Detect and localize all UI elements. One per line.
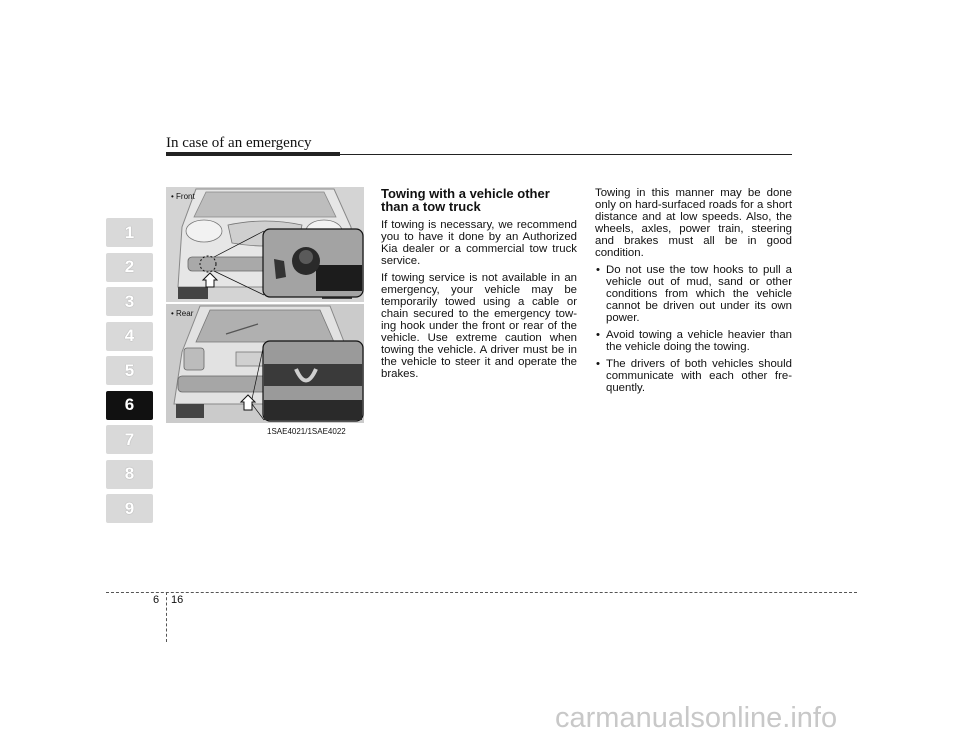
paragraph-1: If towing is necessary, we recommend you to have it done by an Authorized Kia dealer or a commercial tow truck service. <box>381 219 577 267</box>
chapter-tab-6[interactable]: 6 <box>106 391 153 420</box>
rear-car-illustration <box>166 304 364 423</box>
bullet-item: • Avoid towing a vehicle heavier than the vehicle doing the towing. <box>595 329 792 353</box>
chapter-tab-2[interactable]: 2 <box>106 253 153 282</box>
chapter-tab-7[interactable]: 7 <box>106 425 153 454</box>
chapter-tab-3[interactable]: 3 <box>106 287 153 316</box>
chapter-tab-5[interactable]: 5 <box>106 356 153 385</box>
watermark: carmanualsonline.info <box>555 702 838 734</box>
section-title: Towing with a vehicle other than a tow truck <box>381 186 550 214</box>
footer-rule <box>106 592 857 593</box>
front-view-panel <box>166 187 364 302</box>
rear-label: • Rear <box>171 309 194 318</box>
paragraph-3: Towing in this manner may be done only on hard-surfaced roads for a short distance and at low speeds. Also, the wheels, axles, power train, steering and brakes must all be in good condition. <box>595 187 792 259</box>
bullet-item: • Do not use the tow hooks to pull a vehicle out of mud, sand or other conditions from which the vehicle cannot be driven out under its own power. <box>595 264 792 324</box>
chapter-tab-4[interactable]: 4 <box>106 322 153 351</box>
chapter-tab-9[interactable]: 9 <box>106 494 153 523</box>
paragraph-2: If towing service is not available in an emergency, your vehicle may be temporarily towed using a cable or chain secured to the emergency towing hook under the front or rear of the vehicle. Use extreme caution when towing the vehicle. A driver must be in the vehicle to steer it and operate the brakes. <box>381 272 577 380</box>
chapter-tab-8[interactable]: 8 <box>106 460 153 489</box>
front-label: • Front <box>171 192 195 201</box>
page-chapter: 6 <box>153 594 160 606</box>
page-header-title: In case of an emergency <box>166 135 312 151</box>
figure-code: 1SAE4021/1SAE4022 <box>267 427 346 436</box>
text-column-middle <box>381 187 577 385</box>
chapter-tabs <box>106 218 153 529</box>
header-rule-thick <box>166 152 340 156</box>
page-number: 16 <box>171 594 184 606</box>
front-car-illustration <box>166 187 364 302</box>
rear-view-panel <box>166 304 364 423</box>
header-rule-thin <box>340 154 792 155</box>
tow-hook-figure <box>166 187 364 423</box>
footer-divider <box>166 592 167 642</box>
text-column-right <box>595 187 792 399</box>
bullet-item: • The drivers of both vehicles should communicate with each other frequently. <box>595 358 792 394</box>
chapter-tab-1[interactable]: 1 <box>106 218 153 247</box>
